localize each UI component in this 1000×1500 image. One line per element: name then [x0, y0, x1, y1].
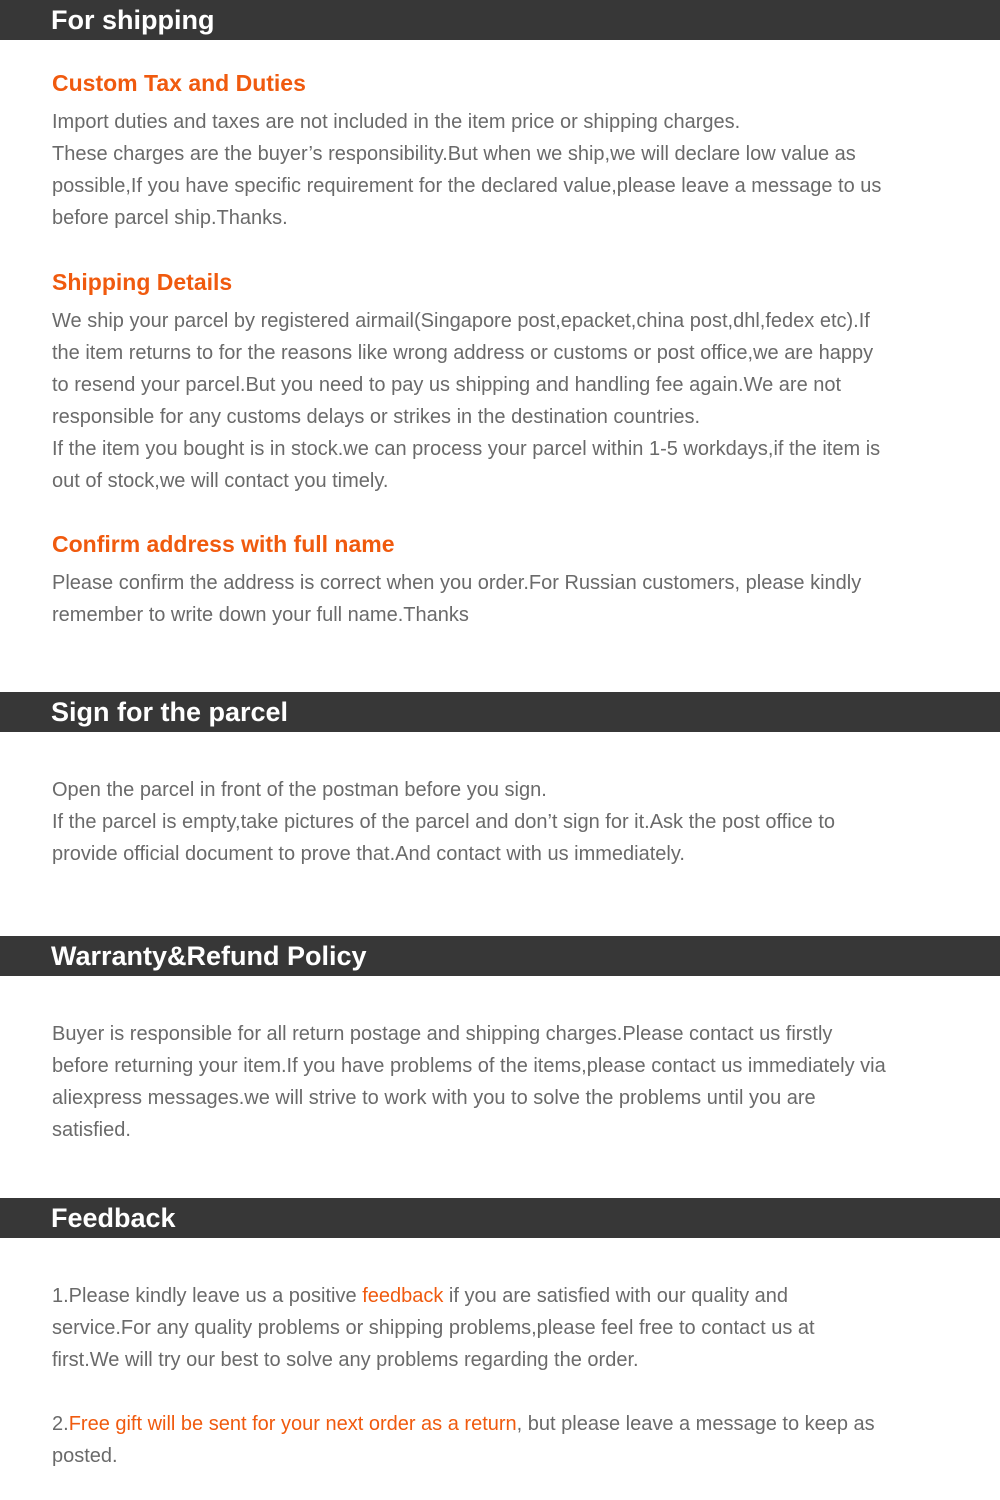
text-line: satisfied. [52, 1119, 131, 1141]
custom-tax-heading: Custom Tax and Duties [52, 70, 306, 96]
section-title-sign: Sign for the parcel [51, 697, 289, 727]
text-line: out of stock,we will contact you timely. [52, 470, 389, 492]
text-line [52, 1408, 952, 1440]
feedback-item-2 [52, 1408, 952, 1472]
text-line: We ship your parcel by registered airmail(Singapore post,epacket,china post,dhl,fedex etc).If [52, 310, 870, 332]
section-bar-shipping [0, 0, 1000, 40]
feedback-highlight: feedback [362, 1285, 444, 1307]
text-line [52, 1280, 952, 1312]
shipping-details-text [52, 305, 952, 497]
warranty-text [52, 1018, 952, 1146]
text-line: aliexpress messages.we will strive to work with you to solve the problems until you are [52, 1087, 816, 1109]
section-bar-feedback [0, 1198, 1000, 1238]
text-line: posted. [52, 1445, 118, 1467]
feedback-item-2-pre: 2. [52, 1413, 69, 1435]
custom-tax-text [52, 106, 952, 234]
feedback-item-1-pre: 1.Please kindly leave us a positive [52, 1285, 363, 1307]
section-title-shipping: For shipping [51, 5, 215, 35]
text-line: responsible for any customs delays or strikes in the destination countries. [52, 406, 701, 428]
text-line: service.For any quality problems or shipping problems,please feel free to contact us at [52, 1317, 815, 1339]
text-line: remember to write down your full name.Thanks [52, 604, 469, 626]
text-line: the item returns to for the reasons like wrong address or customs or post office,we are happy [52, 342, 874, 364]
text-line: before returning your item.If you have problems of the items,please contact us immediately via [52, 1055, 886, 1077]
text-line: first.We will try our best to solve any problems regarding the order. [52, 1349, 639, 1371]
text-line: provide official document to prove that.And contact with us immediately. [52, 843, 685, 865]
text-line: These charges are the buyer’s responsibility.But when we ship,we will declare low value as [52, 143, 856, 165]
text-line: If the parcel is empty,take pictures of the parcel and don’t sign for it.Ask the post office to [52, 811, 836, 833]
feedback-item-1-post: if you are satisfied with our quality and [443, 1285, 788, 1307]
section-bar-warranty [0, 936, 1000, 976]
text-line: If the item you bought is in stock.we can process your parcel within 1-5 workdays,if the item is [52, 438, 881, 460]
feedback-item-1 [52, 1280, 952, 1376]
text-line: to resend your parcel.But you need to pay us shipping and handling fee again.We are not [52, 374, 842, 396]
text-line: possible,If you have specific requirement for the declared value,please leave a message to us [52, 175, 882, 197]
feedback-item-2-post: , but please leave a message to keep as [516, 1413, 875, 1435]
free-gift-highlight: Free gift will be sent for your next order as a return [68, 1413, 517, 1435]
text-line: before parcel ship.Thanks. [52, 207, 288, 229]
sign-text [52, 774, 952, 870]
text-line: Open the parcel in front of the postman before you sign. [52, 779, 547, 801]
text-line: Buyer is responsible for all return postage and shipping charges.Please contact us firstly [52, 1023, 833, 1045]
confirm-address-heading: Confirm address with full name [52, 531, 395, 557]
text-line: Import duties and taxes are not included in the item price or shipping charges. [52, 111, 741, 133]
section-bar-sign [0, 692, 1000, 732]
section-title-feedback: Feedback [51, 1203, 176, 1233]
text-line: Please confirm the address is correct when you order.For Russian customers, please kindly [52, 572, 862, 594]
section-title-warranty: Warranty&Refund Policy [51, 941, 367, 971]
shipping-details-heading: Shipping Details [52, 269, 233, 295]
confirm-address-text [52, 567, 952, 631]
